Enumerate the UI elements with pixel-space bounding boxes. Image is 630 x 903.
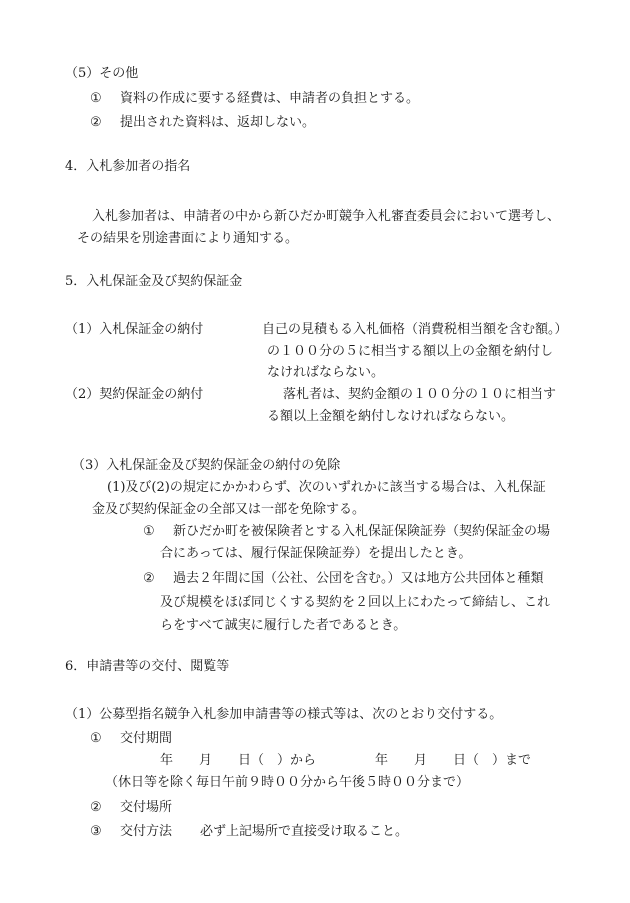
section-4-heading: 4．入札参加者の指名 bbox=[65, 159, 191, 174]
exemption-item2-line1: 過去２年間に国（公社、公団を含む。）又は地方公共団体と種類 bbox=[173, 571, 544, 586]
delivery-method-text: 必ず上記場所で直接受け取ること。 bbox=[200, 824, 409, 839]
contract-security-label: （2）契約保証金の納付 bbox=[65, 387, 204, 402]
delivery-from-date: 年 月 日（ ）から bbox=[160, 753, 317, 768]
delivery-period-label: 交付期間 bbox=[120, 731, 173, 746]
exemption-text-line1: (1)及び(2)の規定にかかわらず、次のいずれかに該当する場合は、入札保証 bbox=[107, 480, 546, 495]
bid-security-label: （1）入札保証金の納付 bbox=[65, 322, 204, 337]
exemption-item2-line3: らをすべて誠実に履行した者であるとき。 bbox=[160, 618, 407, 633]
bid-security-text-line2: の１００分の５に相当する額以上の金額を納付し bbox=[267, 344, 554, 359]
delivery-place-number: ② bbox=[90, 800, 102, 815]
bid-security-text-line3: なければならない。 bbox=[267, 365, 385, 380]
section-5-heading: 5．入札保証金及び契約保証金 bbox=[65, 274, 243, 289]
other-item1-text: 資料の作成に要する経費は、申請者の負担とする。 bbox=[120, 91, 420, 106]
contract-security-text-line2: る額以上金額を納付しなければならない。 bbox=[267, 409, 515, 424]
delivery-place-label: 交付場所 bbox=[120, 800, 173, 815]
section-other-heading: （5）その他 bbox=[65, 66, 139, 81]
exemption-item1-line1: 新ひだか町を被保険者とする入札保証保険証券（契約保証金の場 bbox=[173, 524, 551, 539]
section-4-paragraph-line2: その結果を別途書面により通知する。 bbox=[77, 231, 299, 246]
section-6-heading: 6．申請書等の交付、閲覧等 bbox=[65, 659, 230, 674]
other-item2-number: ② bbox=[90, 115, 102, 130]
exemption-item1-number: ① bbox=[143, 524, 155, 539]
delivery-hours-note: （休日等を除く毎日午前９時００分から午後５時００分まで） bbox=[105, 775, 470, 790]
delivery-method-label: 交付方法 bbox=[120, 824, 173, 839]
other-item1-number: ① bbox=[90, 91, 102, 106]
exemption-item2-number: ② bbox=[143, 571, 155, 586]
contract-security-text-line1: 落札者は、契約金額の１００分の１０に相当す bbox=[283, 387, 557, 402]
exemption-item1-line2: 合にあっては、履行保証保険証券）を提出したとき。 bbox=[160, 546, 472, 561]
exemption-text-line2: 金及び契約保証金の全部又は一部を免除する。 bbox=[92, 502, 366, 517]
delivery-period-number: ① bbox=[90, 731, 102, 746]
delivery-to-date: 年 月 日（ ）まで bbox=[375, 753, 532, 768]
delivery-method-number: ③ bbox=[90, 824, 102, 839]
bid-security-text-line1: 自己の見積もる入札価格（消費税相当額を含む額。） bbox=[262, 322, 568, 337]
section-6-sub1: （1）公募型指名競争入札参加申請書等の様式等は、次のとおり交付する。 bbox=[65, 707, 503, 722]
section-4-paragraph-line1: 入札参加者は、申請者の中から新ひだか町競争入札審査委員会において選考し、 bbox=[92, 209, 561, 224]
other-item2-text: 提出された資料は、返却しない。 bbox=[120, 115, 316, 130]
exemption-heading: （3）入札保証金及び契約保証金の納付の免除 bbox=[72, 458, 341, 473]
exemption-item2-line2: 及び規模をほぼ同じくする契約を２回以上にわたって締結し、これ bbox=[160, 595, 551, 610]
